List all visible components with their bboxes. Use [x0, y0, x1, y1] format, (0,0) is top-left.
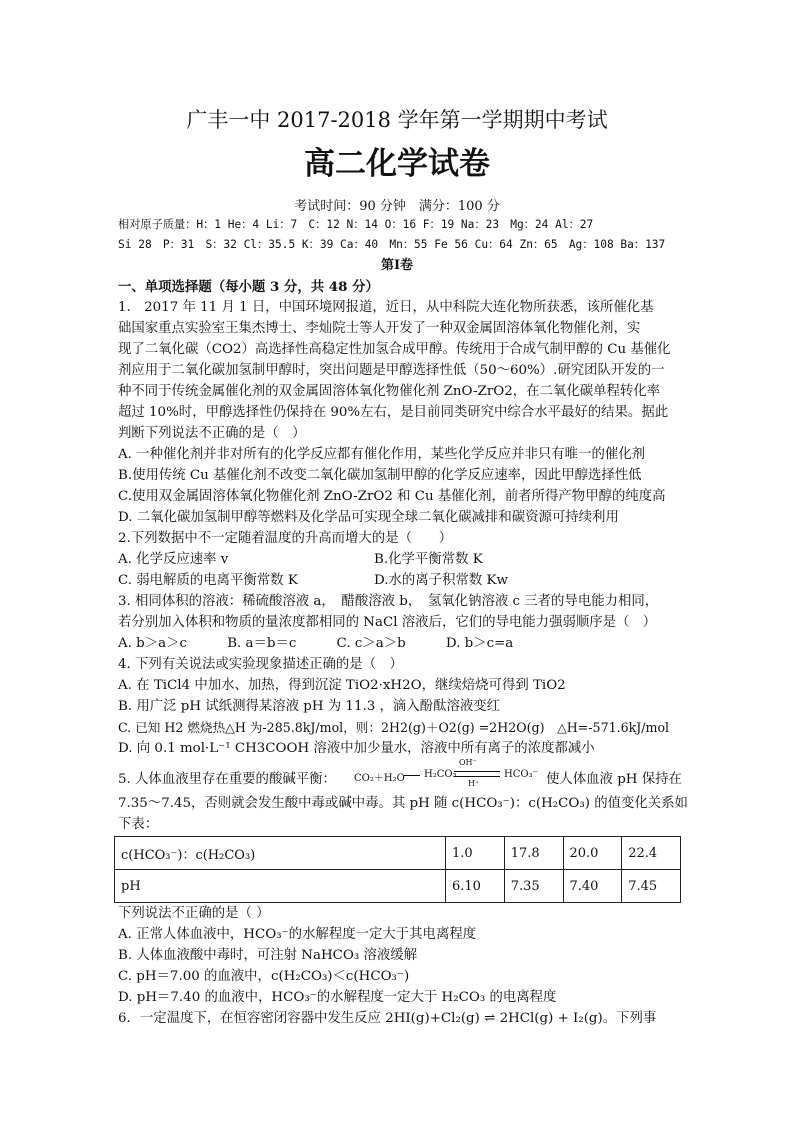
table-cell: 22.4 [622, 837, 681, 870]
q4-option-d: D. 向 0.1 mol·L⁻¹ CH3COOH 溶液中加少量水，溶液中所有离子的浓度都减小 [118, 741, 595, 756]
q1-line: 超过 10%时，甲醇选择性仍保持在 90%左右，是目前同类研究中综合水平最好的结果。据此 [118, 405, 669, 420]
table-cell: c(HCO₃⁻)：c(H₂CO₃) [115, 837, 446, 870]
q1-option-b: B.使用传统 Cu 基催化剂不改变二氧化碳加氢制甲醇的化学反应速率，因此甲醇选择性低 [118, 468, 642, 483]
table-cell: 7.35 [504, 870, 563, 903]
q1-option-c: C.使用双金属固溶体氧化物催化剂 ZnO-ZrO2 和 Cu 基催化剂，前者所得产物甲醇的纯度高 [118, 489, 666, 504]
eq-reactants: CO₂＋H₂O [354, 773, 405, 784]
atomic-mass-line-2: Si 28 P：31 S：32 Cl：35.5 K：39 Ca：40 Mn：55 Fe 56 Cu：64 Zn：65 Ag：108 Ba：137 [118, 238, 666, 251]
q1-option-a: A. 一种催化剂并非对所有的化学反应都有催化作用，某些化学反应并非只有唯一的催化剂 [118, 447, 646, 462]
q3-line: 3. 相同体积的溶液：稀硫酸溶液 a， 醋酸溶液 b， 氢氧化钠溶液 c 三者的导电能力相同， [118, 594, 659, 609]
q2-stem: 2.下列数据中不一定随着温度的升高而增大的是（ ） [118, 531, 453, 546]
q2-option-a: A. 化学反应速率 v [118, 552, 229, 567]
eq-hydroxide-label: OH⁻ [459, 758, 477, 767]
eq-carbonic-acid: H₂CO₃ [424, 769, 457, 780]
equilibrium-equation [354, 758, 544, 789]
table-cell: 7.45 [622, 870, 681, 903]
table-cell: 6.10 [446, 870, 505, 903]
q1-line: 现了二氧化碳（CO2）高选择性高稳定性加氢合成甲醇。传统用于合成气制甲醇的 Cu 基催化 [118, 342, 671, 357]
volume-label: 第Ⅰ卷 [380, 258, 414, 273]
q1-line: 种不同于传统金属催化剂的双金属固溶体氧化物催化剂 ZnO-ZrO2，在二氧化碳单程转化率 [118, 384, 661, 399]
ratio-ph-table [114, 836, 681, 903]
eq-reverse-arrow [454, 776, 500, 777]
q5-line: 下表： [118, 817, 159, 832]
q5-option-b: B. 人体血液酸中毒时，可注射 NaHCO₃ 溶液缓解 [118, 948, 418, 963]
q4-option-b: B. 用广泛 pH 试纸测得某溶液 pH 为 11.3 ，滴入酚酞溶液变红 [118, 699, 501, 714]
table-cell: 20.0 [563, 837, 622, 870]
table-cell: pH [115, 870, 446, 903]
eq-bicarbonate: HCO₃⁻ [504, 769, 538, 780]
eq-forward-arrow [454, 771, 500, 772]
q5-option-c: C. pH＝7.00 的血液中，c(H₂CO₃)＜c(HCO₃⁻) [118, 969, 410, 984]
table-cell: 7.40 [563, 870, 622, 903]
q1-line: 础国家重点实验室王集杰博士、李灿院士等人开发了一种双金属固溶体氧化物催化剂，实 [118, 321, 641, 336]
q1-option-d: D. 二氧化碳加氢制甲醇等燃料及化学品可实现全球二氧化碳减排和碳资源可持续利用 [118, 510, 619, 525]
exam-info: 考试时间：90 分钟 满分：100 分 [294, 199, 500, 214]
q1-line: 剂应用于二氧化碳加氢制甲醇时，突出问题是甲醇选择性低（50～60%）.研究团队开发的一 [118, 363, 665, 378]
exam-subtitle: 高二化学试卷 [304, 146, 490, 182]
q2-option-b: B.化学平衡常数 K [374, 552, 483, 567]
table-cell: 17.8 [504, 837, 563, 870]
q4-option-a: A. 在 TiCl4 中加水、加热，得到沉淀 TiO2·xH2O，继续焙烧可得到 TiO2 [118, 678, 566, 693]
q3-line: 若分别加入体积和物质的量浓度都相同的 NaCl 溶液后，它们的导电能力强弱顺序是（ ） [118, 615, 657, 630]
q2-option-c: C. 弱电解质的电离平衡常数 K [118, 573, 298, 588]
q1-line: 判断下列说法不正确的是（ ） [118, 426, 306, 441]
q6-line: 6．一定温度下，在恒容密闭容器中发生反应 2HI(g)+Cl₂(g) ⇌ 2HCl(g) + I₂(g)。下列事 [118, 1011, 657, 1026]
q3-options: A. b＞a＞c B. a＝b＝c C. c＞a＞b D. b＞c=a [118, 636, 514, 651]
q5-lead: 5. 人体血液里存在重要的酸碱平衡： [118, 772, 336, 787]
q5-lead-tail: 使人体血液 pH 保持在 [546, 772, 682, 787]
section-heading: 一、单项选择题（每小题 3 分，共 48 分） [118, 279, 379, 295]
table-cell: 1.0 [446, 837, 505, 870]
table-row [115, 870, 681, 903]
q5-option-d: D. pH＝7.40 的血液中，HCO₃⁻的水解程度一定大于 H₂CO₃ 的电离程度 [118, 990, 557, 1005]
q1-line: 1. 2017 年 11 月 1 日，中国环境网报道，近日，从中科院大连化物所获悉，该所催化基 [118, 300, 654, 315]
q4-option-c: C. 已知 H2 燃烧热△H 为-285.8kJ/mol，则：2H2(g)＋O2(g) =2H2O(g) △H=-571.6kJ/mol [118, 720, 670, 735]
exam-title: 广丰一中 2017-2018 学年第一学期期中考试 [186, 108, 608, 132]
table-row [115, 837, 681, 870]
q5-option-a: A. 正常人体血液中，HCO₃⁻的水解程度一定大于其电离程度 [118, 927, 477, 942]
eq-arrow [404, 775, 420, 776]
q5-line: 7.35～7.45，否则就会发生酸中毒或碱中毒。其 pH 随 c(HCO₃⁻)：c(H₂CO₃) 的值变化关系如 [118, 796, 688, 811]
q2-option-d: D.水的离子积常数 Kw [374, 573, 508, 588]
q4-stem: 4. 下列有关说法或实验现象描述正确的是（ ） [118, 657, 403, 672]
q5-stem: 下列说法不正确的是（ ） [118, 906, 270, 921]
eq-proton-label: H⁺ [468, 779, 480, 788]
atomic-mass-line-1: 相对原子质量：H：1 He：4 Li：7 C：12 N：14 O：16 F：19 Na：23 Mg：24 Al：27 [118, 218, 594, 231]
